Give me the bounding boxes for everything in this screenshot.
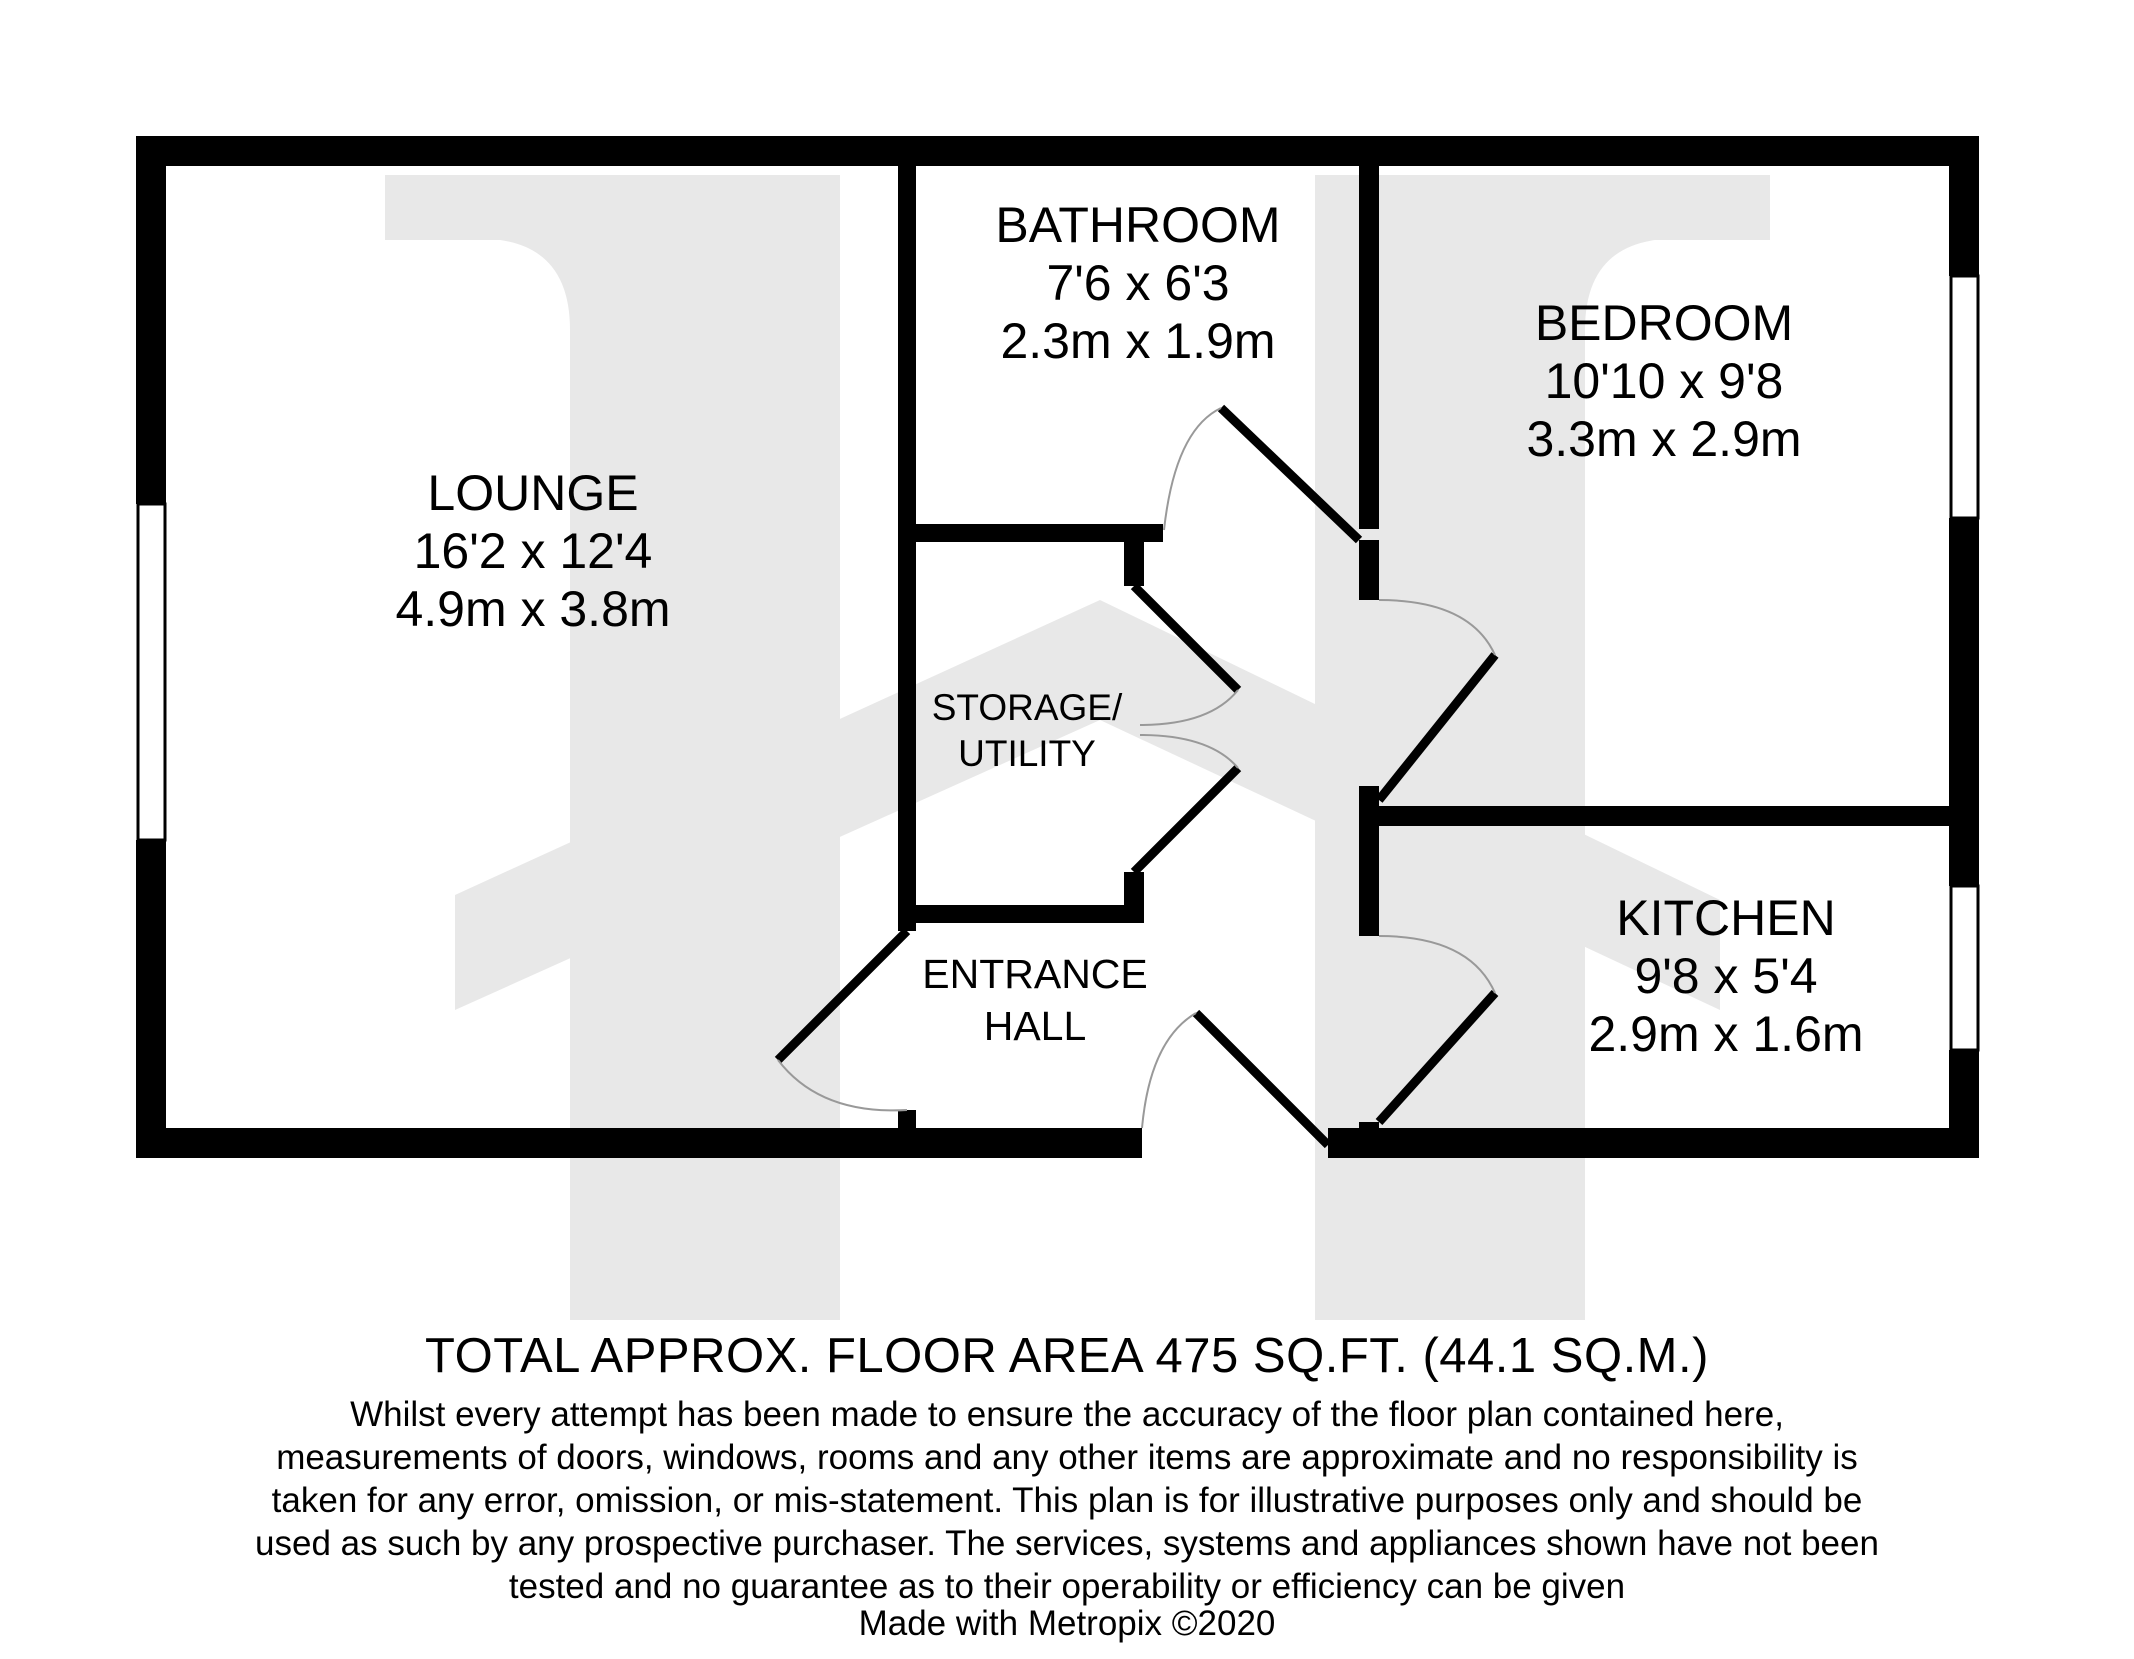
lounge-name: LOUNGE (427, 465, 639, 521)
wall-left-lower (136, 840, 166, 1158)
disclaimer-text: Whilst every attempt has been made to ensure the accuracy of the floor plan contained here, measurements of doors, windows, rooms and any other items are approximate and no responsibility is taken for any error, omission, or mis-statement. This plan is for illustrative purposes only and should be used as such by any prospective purchaser. The services, systems and appliances shown have not been tested and no guarantee as to their operability or efficiency can be given (255, 1395, 1879, 1606)
label-bedroom (1526, 295, 1801, 467)
bathroom-imperial: 7'6 x 6'3 (1046, 255, 1230, 311)
wall-storage-bottom (898, 905, 1144, 923)
entrance-hall-line2: HALL (983, 1003, 1087, 1049)
wall-lounge-divider-lower (898, 1110, 916, 1140)
wall-kitchen-left (1359, 786, 1379, 936)
total-floor-area: TOTAL APPROX. FLOOR AREA 475 SQ.FT. (44.1 SQ.M.) (425, 1329, 1709, 1383)
bathroom-name: BATHROOM (995, 197, 1281, 253)
wall-bed-hall-stub (1359, 540, 1379, 600)
wall-bottom-left (136, 1128, 1142, 1158)
wall-storage-stub-top (1124, 542, 1144, 586)
wall-right-mid (1949, 518, 1979, 886)
door-storage-lower-leaf (1134, 768, 1238, 872)
lounge-imperial: 16'2 x 12'4 (413, 523, 653, 579)
label-bathroom (995, 197, 1280, 369)
wall-storage-stub-bottom (1124, 872, 1144, 920)
kitchen-imperial: 9'8 x 5'4 (1634, 948, 1818, 1004)
storage-line1: STORAGE/ (931, 687, 1123, 728)
bedroom-name: BEDROOM (1534, 295, 1794, 351)
wall-bath-bed-divider (1359, 136, 1379, 529)
label-kitchen (1588, 890, 1863, 1062)
wall-kitchen-bottom-stub (1359, 1122, 1379, 1140)
window-bedroom (1951, 276, 1978, 518)
lounge-metric: 4.9m x 3.8m (395, 581, 671, 637)
wall-bed-kitchen (1359, 806, 1979, 826)
wall-bottom-right (1328, 1128, 1979, 1158)
door-bathroom-arc (1164, 408, 1221, 530)
label-entrance-hall (922, 951, 1148, 1049)
label-lounge (395, 465, 670, 637)
storage-line2: UTILITY (958, 733, 1096, 774)
kitchen-metric: 2.9m x 1.6m (1588, 1006, 1864, 1062)
wall-left-upper (136, 136, 166, 504)
window-lounge (138, 504, 165, 840)
bedroom-imperial: 10'10 x 9'8 (1544, 353, 1784, 409)
wall-right-upper (1949, 136, 1979, 276)
wall-bathroom-bottom (898, 524, 1163, 542)
entrance-hall-line1: ENTRANCE (922, 951, 1148, 997)
wall-top (136, 136, 1979, 166)
bedroom-metric: 3.3m x 2.9m (1526, 411, 1802, 467)
kitchen-name: KITCHEN (1616, 890, 1836, 946)
door-front-arc (1142, 1013, 1196, 1128)
window-kitchen (1951, 886, 1978, 1050)
bathroom-metric: 2.3m x 1.9m (1000, 313, 1276, 369)
credit-text: Made with Metropix ©2020 (858, 1604, 1276, 1643)
door-front-leaf (1196, 1013, 1328, 1145)
